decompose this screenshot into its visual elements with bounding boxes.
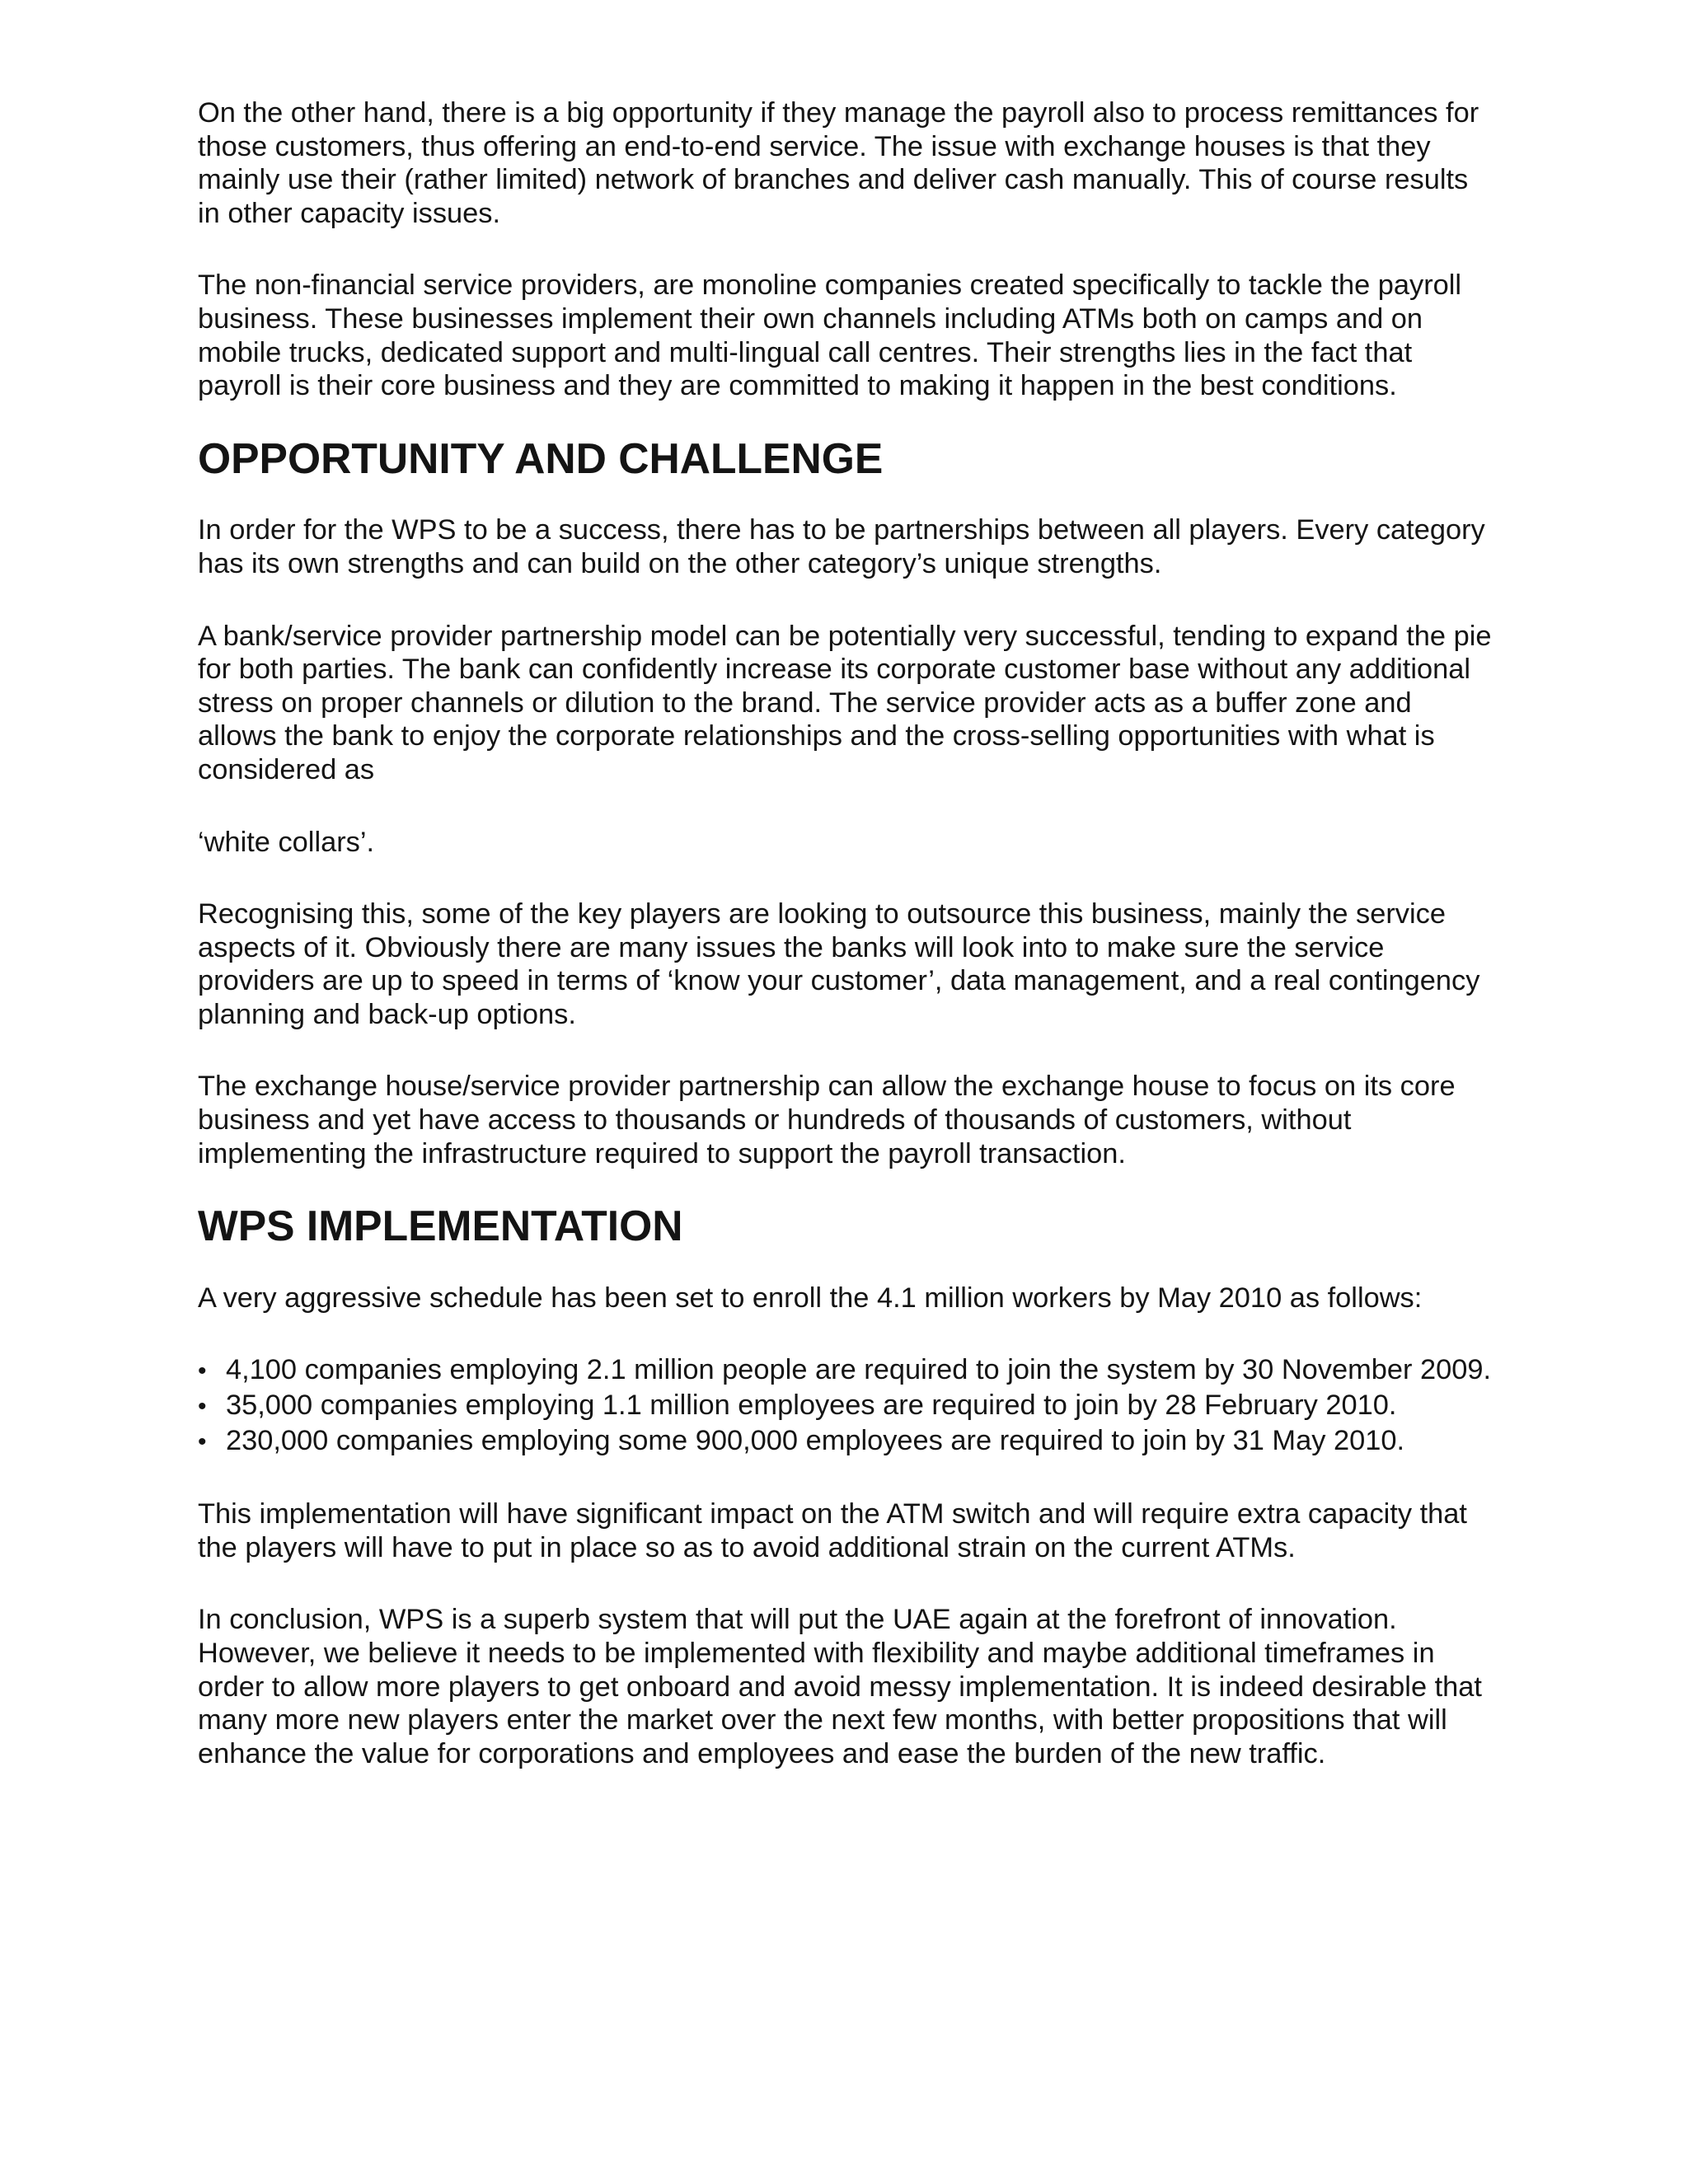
bullet-text: 230,000 companies employing some 900,000 employees are required to join by 31 May 2010. bbox=[226, 1424, 1405, 1456]
section-heading-opportunity-challenge: OPPORTUNITY AND CHALLENGE bbox=[198, 434, 884, 482]
paragraph-non-financial-providers: The non-financial service providers, are monoline companies created specifically to tackle the payroll business. These businesses implement their own channels including ATMs both on camps and on mobile trucks, dedicated support and multi-lingual call centres. Their strengths lies in the fact that payroll is their core business and they are committed to making it happen in the best conditions. bbox=[198, 269, 1462, 402]
bullet-item bbox=[198, 1424, 1492, 1460]
document-page bbox=[198, 96, 1492, 1809]
paragraph-exchange-house-partnership: The exchange house/service provider partnership can allow the exchange house to focus on its core business and yet have access to thousands or hundreds of thousands of customers, without implementing the infrastructure required to support the payroll transaction. bbox=[198, 1071, 1456, 1169]
paragraph-white-collars: ‘white collars’. bbox=[198, 826, 375, 858]
bullet-item bbox=[198, 1353, 1492, 1389]
paragraph-partnerships: In order for the WPS to be a success, there has to be partnerships between all players. Every category has its own strengths and can build on the other category’s unique strengths. bbox=[198, 514, 1485, 579]
bullet-text: 4,100 companies employing 2.1 million people are required to join the system by 30 November 2009. bbox=[226, 1354, 1492, 1386]
bullet-icon: • bbox=[198, 1393, 207, 1421]
bullet-icon: • bbox=[198, 1427, 207, 1455]
bullet-text: 35,000 companies employing 1.1 million employees are required to join by 28 February 2010. bbox=[226, 1390, 1397, 1422]
bullet-icon: • bbox=[198, 1357, 207, 1385]
paragraph-bank-partnership: A bank/service provider partnership model can be potentially very successful, tending to expand the pie for both parties. The bank can confidently increase its corporate customer base without any additional stress on proper channels or dilution to the brand. The service provider acts as a buffer zone and allows the bank to enjoy the corporate relationships and the cross-selling opportunities with what is considered as bbox=[198, 620, 1492, 785]
section-heading-wps-implementation: WPS IMPLEMENTATION bbox=[198, 1202, 683, 1250]
bullet-item bbox=[198, 1389, 1492, 1424]
paragraph-exchange-house-opportunity: On the other hand, there is a big opportunity if they manage the payroll also to process remittances for those customers, thus offering an end-to-end service. The issue with exchange houses is that they mainly use their (rather limited) network of branches and deliver cash manually. This of course results in other capacity issues. bbox=[198, 97, 1479, 229]
schedule-bullet-list bbox=[198, 1353, 1492, 1459]
paragraph-conclusion: In conclusion, WPS is a superb system that will put the UAE again at the forefront of innovation. However, we believe it needs to be implemented with flexibility and maybe additional timeframes in order to allow more players to get onboard and avoid messy implementation. It is indeed desirable that many more new players enter the market over the next few months, with better propositions that will enhance the value for corporations and employees and ease the burden of the new traffic. bbox=[198, 1604, 1482, 1769]
paragraph-schedule: A very aggressive schedule has been set to enroll the 4.1 million workers by May 2010 as follows: bbox=[198, 1282, 1423, 1314]
paragraph-atm-impact: This implementation will have significant impact on the ATM switch and will require extra capacity that the players will have to put in place so as to avoid additional strain on the current ATMs. bbox=[198, 1498, 1467, 1563]
paragraph-outsourcing: Recognising this, some of the key players are looking to outsource this business, mainly the service aspects of it. Obviously there are many issues the banks will look into to make sure the service providers are up to speed in terms of ‘know your customer’, data management, and a real contingency planning and back-up options. bbox=[198, 898, 1480, 1030]
